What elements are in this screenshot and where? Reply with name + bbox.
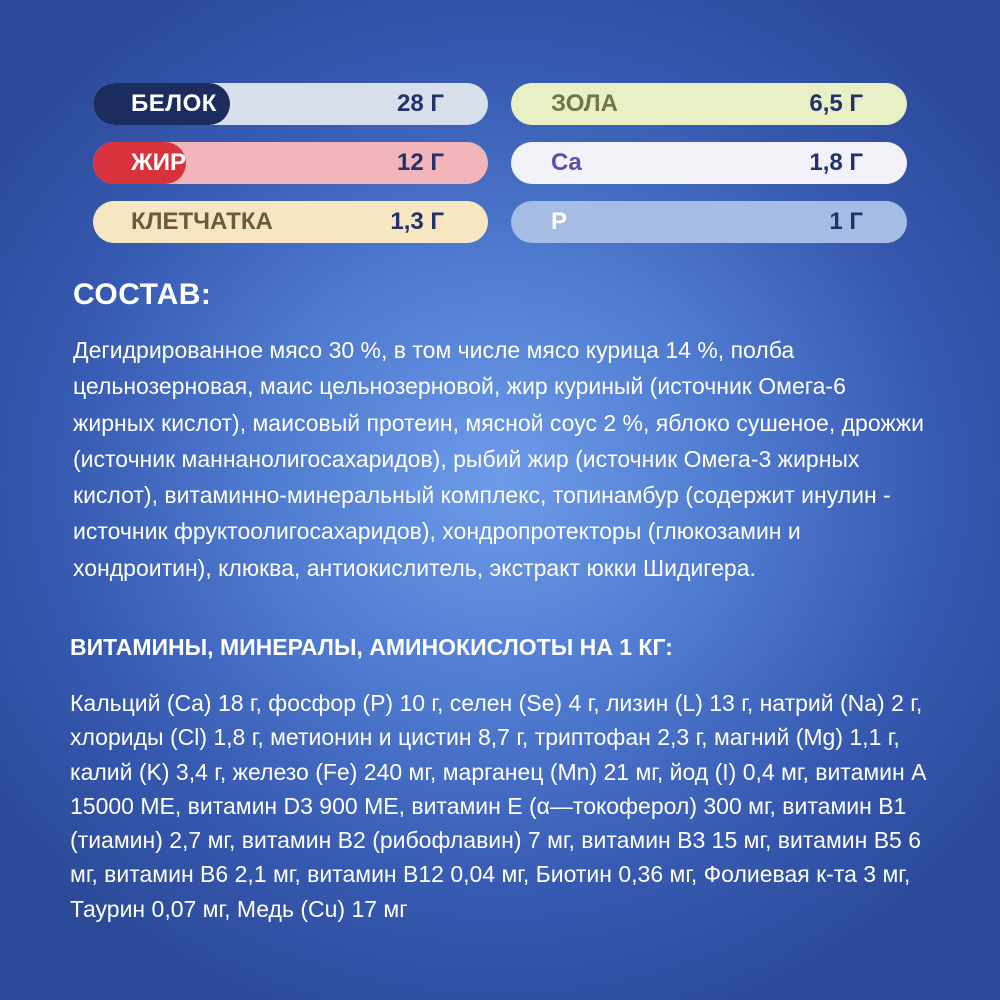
calcium-pill <box>511 142 907 184</box>
fat-label: ЖИР <box>131 149 186 176</box>
ash-value: 6,5 Г <box>809 90 863 117</box>
composition-text: Дегидрированное мясо 30 %, в том числе мясо курица 14 %, полба цельнозерновая, маис цельнозерновой, жир куриный (источник Омега-6 жирных кислот), маисовый протеин, мясной соус 2 %, яблоко сушеное, дрожжи (источник маннанолигосахаридов), рыбий жир (источник Омега-3 жирных кислот), витаминно-минеральный комплекс, топинамбур (содержит инулин - источник фруктоолигосахаридов), хондропротекторы (глюкозамин и хондроитин), клюква, антиокислитель, экстракт юкки Шидигера. <box>73 337 924 581</box>
vitamins-heading: ВИТАМИНЫ, МИНЕРАЛЫ, АМИНОКИСЛОТЫ НА 1 КГ: <box>70 634 673 660</box>
fiber-pill <box>93 201 488 243</box>
calcium-label: Ca <box>551 149 582 176</box>
phosphorus-label: P <box>551 208 568 235</box>
protein-pill <box>93 83 488 125</box>
ash-pill <box>511 83 907 125</box>
ash-label: ЗОЛА <box>551 90 618 117</box>
protein-label: БЕЛОК <box>93 83 230 125</box>
phosphorus-pill <box>511 201 907 243</box>
fat-value: 12 Г <box>397 149 444 176</box>
fiber-label: КЛЕТЧАТКА <box>131 208 273 235</box>
calcium-value: 1,8 Г <box>809 149 863 176</box>
vitamins-text: Кальций (Ca) 18 г, фосфор (P) 10 г, селен (Se) 4 г, лизин (L) 13 г, натрий (Na) 2 г, хлориды (Cl) 1,8 г, метионин и цистин 8,7 г, триптофан 2,3 г, магний (Mg) 1,1 г, калий (K) 3,4 г, железо (Fe) 240 мг, марганец (Mn) 21 мг, йод (I) 0,4 мг, витамин А 15000 МЕ, витамин D3 900 МЕ, витамин Е (α—токоферол) 300 мг, витамин В1 (тиамин) 2,7 мг, витамин В2 (рибофлавин) 7 мг, витамин В3 15 мг, витамин В5 6 мг, витамин В6 2,1 мг, витамин В12 0,04 мг, Биотин 0,36 мг, Фолиевая к-та 3 мг, Таурин 0,07 мг, Медь (Cu) 17 мг <box>70 690 927 922</box>
protein-value: 28 Г <box>397 90 444 117</box>
fiber-value: 1,3 Г <box>390 208 444 235</box>
phosphorus-value: 1 Г <box>829 208 863 235</box>
fat-pill <box>93 142 488 184</box>
composition-heading: СОСТАВ: <box>73 278 212 311</box>
